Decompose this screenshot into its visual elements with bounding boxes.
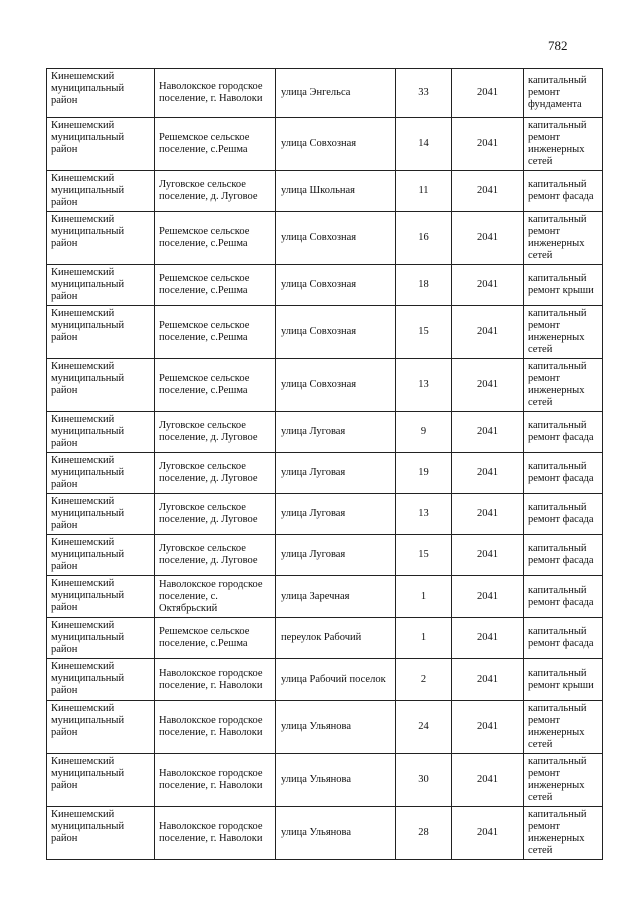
district-cell: Кинешемский муниципальный район [47, 659, 155, 701]
house-number-cell: 13 [396, 359, 452, 412]
settlement-cell: Луговское сельское поселение, д. Луговое [155, 535, 276, 576]
table-row [47, 494, 603, 535]
street-cell: улица Совхозная [276, 118, 396, 171]
house-number-cell: 2 [396, 659, 452, 701]
table-row [47, 359, 603, 412]
house-number-cell: 15 [396, 306, 452, 359]
year-cell: 2041 [452, 359, 524, 412]
table-row [47, 265, 603, 306]
house-number-cell: 1 [396, 618, 452, 659]
settlement-cell: Решемское сельское поселение, с.Решма [155, 118, 276, 171]
street-cell: улица Ульянова [276, 807, 396, 860]
work-type-cell: капитальный ремонт инженерных сетей [524, 118, 603, 171]
work-type-cell: капитальный ремонт фасада [524, 412, 603, 453]
work-type-cell: капитальный ремонт фасада [524, 576, 603, 618]
district-cell: Кинешемский муниципальный район [47, 359, 155, 412]
year-cell: 2041 [452, 701, 524, 754]
house-number-cell: 13 [396, 494, 452, 535]
year-cell: 2041 [452, 535, 524, 576]
house-number-cell: 1 [396, 576, 452, 618]
district-cell: Кинешемский муниципальный район [47, 576, 155, 618]
settlement-cell: Луговское сельское поселение, д. Луговое [155, 412, 276, 453]
year-cell: 2041 [452, 118, 524, 171]
street-cell: улица Луговая [276, 412, 396, 453]
district-cell: Кинешемский муниципальный район [47, 69, 155, 118]
work-type-cell: капитальный ремонт фасада [524, 453, 603, 494]
house-number-cell: 9 [396, 412, 452, 453]
table-row [47, 701, 603, 754]
district-cell: Кинешемский муниципальный район [47, 171, 155, 212]
house-number-cell: 11 [396, 171, 452, 212]
table-row [47, 412, 603, 453]
page-number: 782 [548, 38, 568, 53]
district-cell: Кинешемский муниципальный район [47, 118, 155, 171]
district-cell: Кинешемский муниципальный район [47, 754, 155, 807]
repair-schedule-table [46, 68, 603, 860]
street-cell: улица Школьная [276, 171, 396, 212]
work-type-cell: капитальный ремонт крыши [524, 265, 603, 306]
settlement-cell: Луговское сельское поселение, д. Луговое [155, 494, 276, 535]
district-cell: Кинешемский муниципальный район [47, 306, 155, 359]
table-row [47, 576, 603, 618]
district-cell: Кинешемский муниципальный район [47, 701, 155, 754]
work-type-cell: капитальный ремонт фасада [524, 171, 603, 212]
settlement-cell: Решемское сельское поселение, с.Решма [155, 212, 276, 265]
house-number-cell: 14 [396, 118, 452, 171]
house-number-cell: 15 [396, 535, 452, 576]
district-cell: Кинешемский муниципальный район [47, 494, 155, 535]
house-number-cell: 28 [396, 807, 452, 860]
settlement-cell: Наволокское городское поселение, г. Наволоки [155, 701, 276, 754]
year-cell: 2041 [452, 212, 524, 265]
table-row [47, 453, 603, 494]
settlement-cell: Наволокское городское поселение, г. Наволоки [155, 754, 276, 807]
house-number-cell: 18 [396, 265, 452, 306]
year-cell: 2041 [452, 807, 524, 860]
table-row [47, 618, 603, 659]
house-number-cell: 30 [396, 754, 452, 807]
year-cell: 2041 [452, 412, 524, 453]
year-cell: 2041 [452, 306, 524, 359]
year-cell: 2041 [452, 494, 524, 535]
street-cell: улица Совхозная [276, 359, 396, 412]
work-type-cell: капитальный ремонт фундамента [524, 69, 603, 118]
street-cell: переулок Рабочий [276, 618, 396, 659]
street-cell: улица Ульянова [276, 754, 396, 807]
table-row [47, 659, 603, 701]
year-cell: 2041 [452, 754, 524, 807]
settlement-cell: Наволокское городское поселение, г. Наволоки [155, 659, 276, 701]
settlement-cell: Наволокское городское поселение, г. Наволоки [155, 69, 276, 118]
table-row [47, 118, 603, 171]
house-number-cell: 19 [396, 453, 452, 494]
settlement-cell: Луговское сельское поселение, д. Луговое [155, 171, 276, 212]
settlement-cell: Луговское сельское поселение, д. Луговое [155, 453, 276, 494]
work-type-cell: капитальный ремонт фасада [524, 535, 603, 576]
street-cell: улица Рабочий поселок [276, 659, 396, 701]
year-cell: 2041 [452, 265, 524, 306]
house-number-cell: 24 [396, 701, 452, 754]
street-cell: улица Луговая [276, 494, 396, 535]
table-row [47, 754, 603, 807]
settlement-cell: Решемское сельское поселение, с.Решма [155, 265, 276, 306]
street-cell: улица Совхозная [276, 212, 396, 265]
table-row [47, 212, 603, 265]
table-row [47, 69, 603, 118]
year-cell: 2041 [452, 171, 524, 212]
table-row [47, 535, 603, 576]
district-cell: Кинешемский муниципальный район [47, 618, 155, 659]
district-cell: Кинешемский муниципальный район [47, 212, 155, 265]
street-cell: улица Энгельса [276, 69, 396, 118]
street-cell: улица Совхозная [276, 306, 396, 359]
table-row [47, 306, 603, 359]
district-cell: Кинешемский муниципальный район [47, 535, 155, 576]
work-type-cell: капитальный ремонт инженерных сетей [524, 807, 603, 860]
table-row [47, 171, 603, 212]
street-cell: улица Совхозная [276, 265, 396, 306]
table-body [47, 69, 603, 860]
table-row [47, 807, 603, 860]
year-cell: 2041 [452, 618, 524, 659]
work-type-cell: капитальный ремонт инженерных сетей [524, 359, 603, 412]
district-cell: Кинешемский муниципальный район [47, 807, 155, 860]
work-type-cell: капитальный ремонт фасада [524, 618, 603, 659]
year-cell: 2041 [452, 659, 524, 701]
street-cell: улица Ульянова [276, 701, 396, 754]
work-type-cell: капитальный ремонт инженерных сетей [524, 754, 603, 807]
work-type-cell: капитальный ремонт крыши [524, 659, 603, 701]
street-cell: улица Заречная [276, 576, 396, 618]
work-type-cell: капитальный ремонт инженерных сетей [524, 701, 603, 754]
settlement-cell: Наволокское городское поселение, г. Наволоки [155, 807, 276, 860]
street-cell: улица Луговая [276, 453, 396, 494]
year-cell: 2041 [452, 69, 524, 118]
work-type-cell: капитальный ремонт инженерных сетей [524, 212, 603, 265]
house-number-cell: 16 [396, 212, 452, 265]
work-type-cell: капитальный ремонт фасада [524, 494, 603, 535]
settlement-cell: Решемское сельское поселение, с.Решма [155, 359, 276, 412]
settlement-cell: Решемское сельское поселение, с.Решма [155, 306, 276, 359]
house-number-cell: 33 [396, 69, 452, 118]
work-type-cell: капитальный ремонт инженерных сетей [524, 306, 603, 359]
district-cell: Кинешемский муниципальный район [47, 412, 155, 453]
year-cell: 2041 [452, 453, 524, 494]
district-cell: Кинешемский муниципальный район [47, 453, 155, 494]
settlement-cell: Решемское сельское поселение, с.Решма [155, 618, 276, 659]
settlement-cell: Наволокское городское поселение, с. Октябрьский [155, 576, 276, 618]
district-cell: Кинешемский муниципальный район [47, 265, 155, 306]
street-cell: улица Луговая [276, 535, 396, 576]
year-cell: 2041 [452, 576, 524, 618]
